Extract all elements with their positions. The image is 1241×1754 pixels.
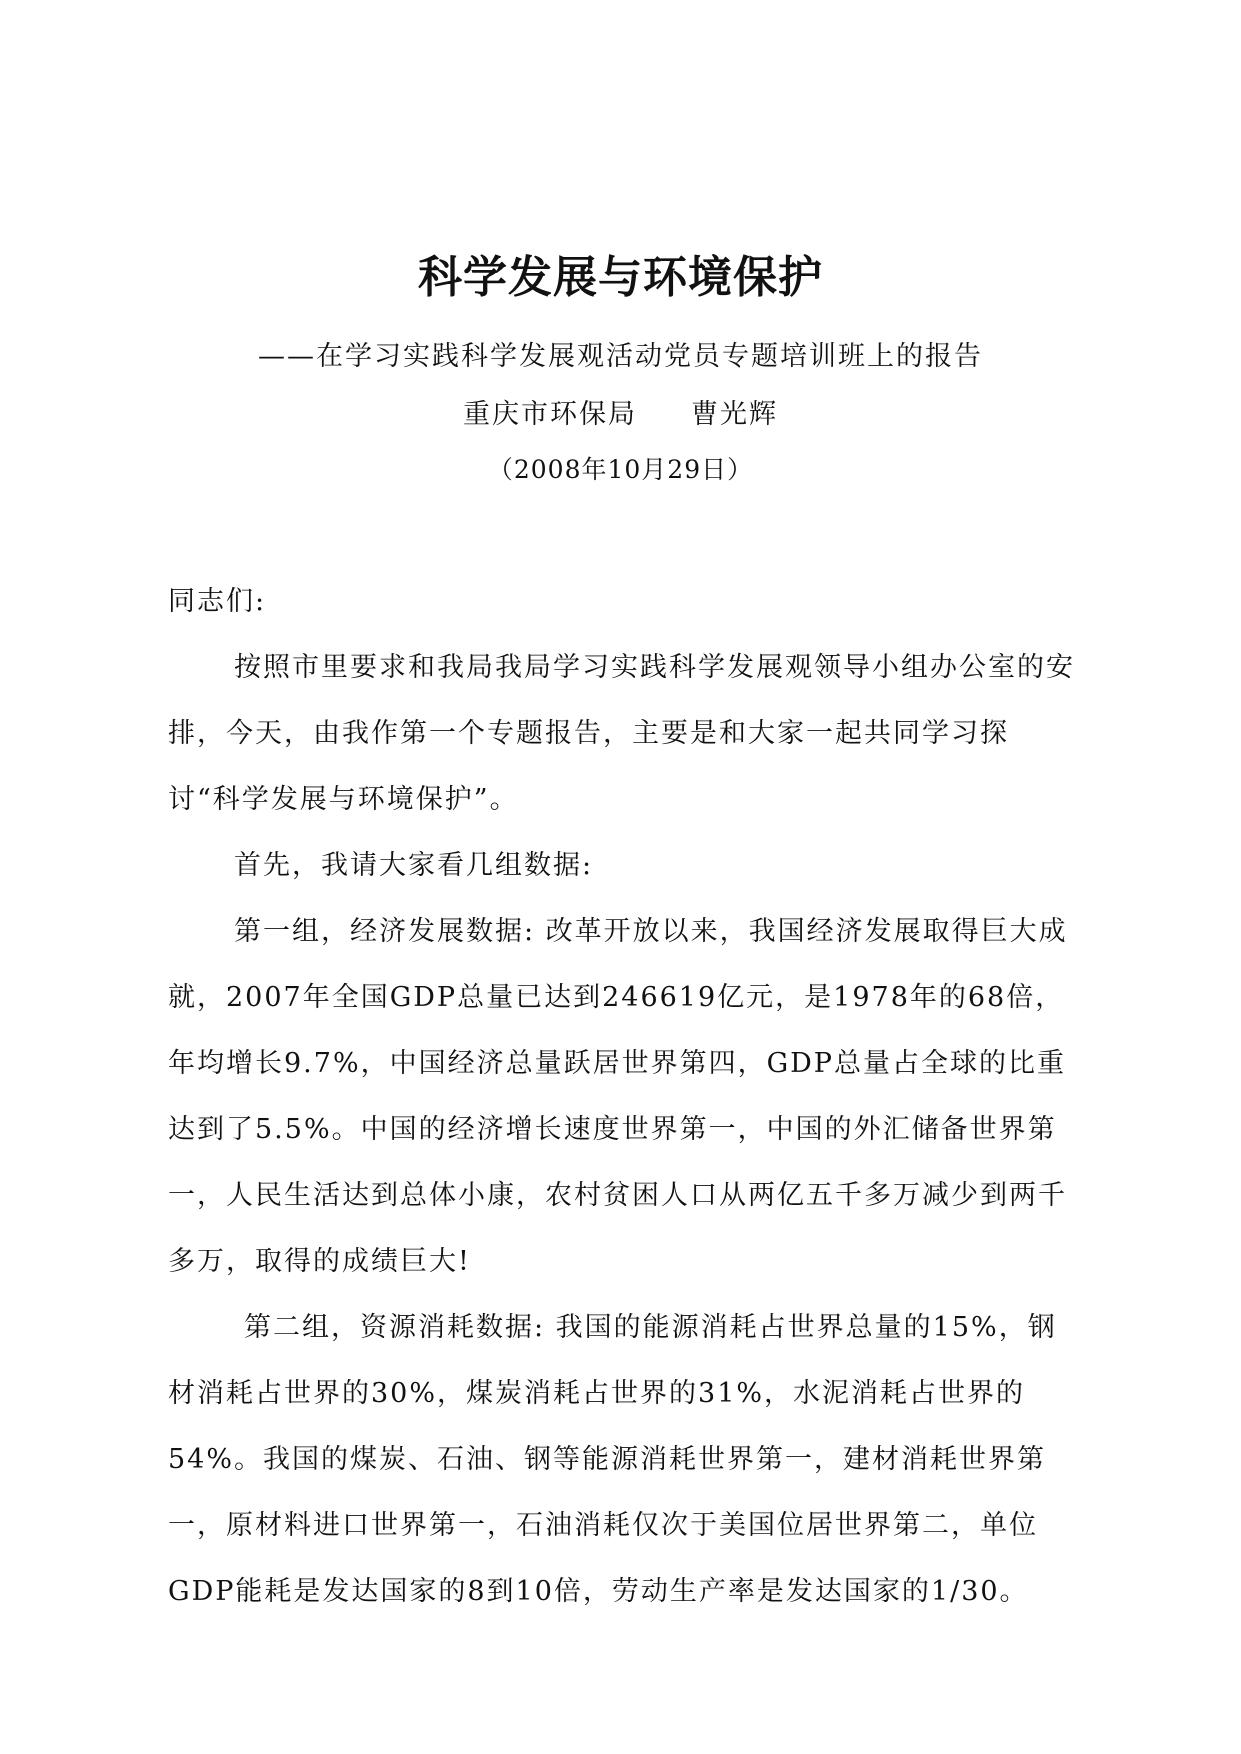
paragraph-data-lead: 首先，我请大家看几组数据:	[234, 850, 594, 881]
paragraph-economic-data: 第一组，经济发展数据: 改革开放以来，我国经济发展取得巨大成就，2007年全国GDP总量已达到246619亿元，是1978年的68倍，年均增长9.7%，中国经济总量跃居世界第四，GDP总量占全球的比重达到了5.5%。中国的经济增长速度世界第一，中国的外汇储备世界第一，人民生活达到总体小康，农村贫困人口从两亿五千多万减少到两千多万，取得的成绩巨大!	[168, 916, 1068, 1277]
paragraph-resource-data: 第二组，资源消耗数据: 我国的能源消耗占世界总量的15%，钢材消耗占世界的30%，煤炭消耗占世界的31%，水泥消耗占世界的54%。我国的煤炭、石油、钢等能源消耗世界第一，建材消耗世界第一，原材料进口世界第一，石油消耗仅次于美国位居世界第二，单位GDP能耗是发达国家的8到10倍，劳动生产率是发达国家的1/30。	[168, 1312, 1057, 1607]
document-body	[168, 569, 1078, 1625]
report-date: （2008年10月29日）	[487, 455, 754, 484]
document-subtitle: ——在学习实践科学发展观活动党员专题培训班上的报告	[258, 341, 983, 372]
author-name: 曹光辉	[691, 399, 778, 430]
organization-name: 重庆市环保局	[463, 399, 637, 430]
author-line	[0, 395, 1241, 435]
document-title: 科学发展与环境保护	[418, 252, 823, 303]
paragraph-intro: 按照市里要求和我局我局学习实践科学发展观领导小组办公室的安排，今天，由我作第一个专题报告，主要是和大家一起共同学习探讨“科学发展与环境保护”。	[168, 652, 1075, 815]
greeting: 同志们:	[168, 586, 267, 617]
